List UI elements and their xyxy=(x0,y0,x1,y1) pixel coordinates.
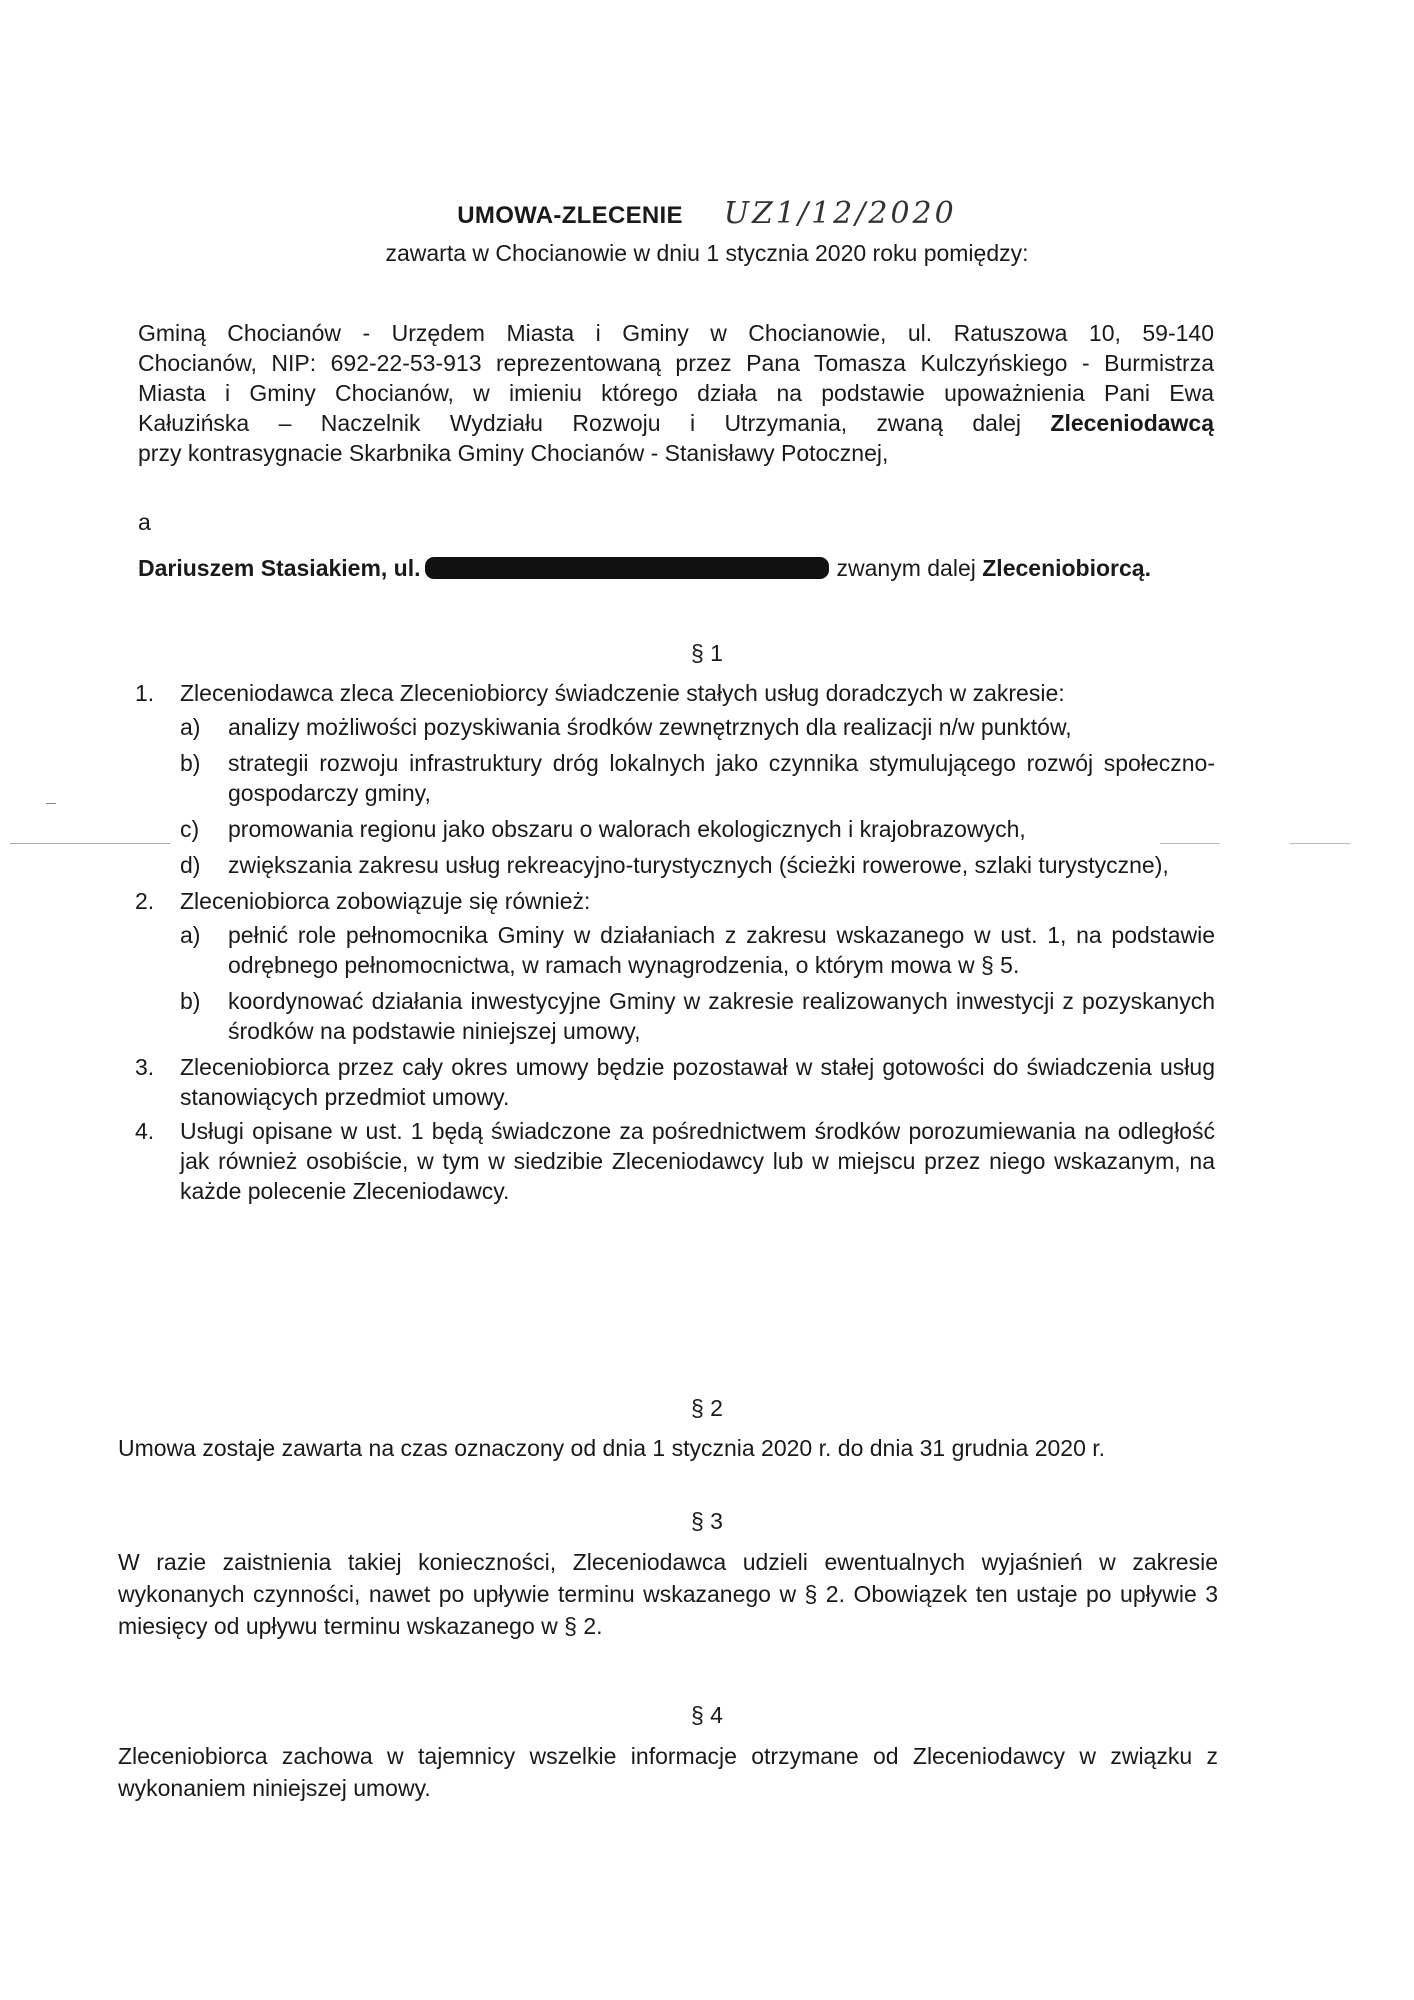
section-2-text: Umowa zostaje zawarta na czas oznaczony od dnia 1 stycznia 2020 r. do dnia 31 grudnia 2020 r. xyxy=(118,1435,1106,1461)
party1-line: Miasta i Gminy Chocianów, w imieniu którego działa na podstawie upoważnienia Pani Ewa xyxy=(138,380,1214,406)
sub-item xyxy=(180,920,1215,980)
item-number: 4. xyxy=(135,1118,155,1144)
sub-item xyxy=(180,986,1215,1046)
sub-item-text: analizy możliwości pozyskiwania środków zewnętrznych dla realizacji n/w punktów, xyxy=(228,714,1072,740)
sub-item xyxy=(180,748,1215,808)
section-2-heading: § 2 xyxy=(691,1395,723,1421)
section-3-text: W razie zaistnienia takiej konieczności, Zleceniodawca udzieli ewentualnych wyjaśnień w zakresie wykonanych czynności, nawet po upływie terminu wskazanego w § 2. Obowiązek ten ustaje po upływie 3 miesięcy od upływu terminu wskazanego w § 2. xyxy=(118,1549,1218,1639)
sub-item-text: zwiększania zakresu usług rekreacyjno-turystycznych (ścieżki rowerowe, szlaki turystyczne), xyxy=(228,852,1169,878)
sub-item-letter: a) xyxy=(180,714,201,740)
sub-item xyxy=(180,850,1215,880)
party2-paragraph xyxy=(138,553,1228,583)
sub-item-text: koordynować działania inwestycyjne Gminy w zakresie realizowanych inwestycji z pozyskanych środków na podstawie niniejszej umowy, xyxy=(228,988,1215,1044)
list-item xyxy=(135,886,1215,1046)
section-3-heading: § 3 xyxy=(691,1508,723,1534)
item-number: 2. xyxy=(135,888,155,914)
party1-line: Gminą Chocianów - Urzędem Miasta i Gminy w Chocianowie, ul. Ratuszowa 10, 59-140 xyxy=(138,320,1214,346)
sub-item-letter: c) xyxy=(180,816,200,842)
list-item xyxy=(135,678,1215,880)
scan-mark xyxy=(1160,843,1220,844)
sub-item-text: promowania regionu jako obszaru o walorach ekologicznych i krajobrazowych, xyxy=(228,816,1026,842)
sub-item xyxy=(180,712,1215,742)
item-text: Zleceniobiorca przez cały okres umowy będzie pozostawał w stałej gotowości do świadczenia usług stanowiących przedmiot umowy. xyxy=(180,1054,1215,1110)
sub-item-letter: b) xyxy=(180,750,201,776)
scan-mark xyxy=(1290,843,1350,844)
sub-item-text: pełnić role pełnomocnika Gminy w działaniach z zakresu wskazanego w ust. 1, na podstawie odrębnego pełnomocnictwa, w ramach wynagrodzenia, o którym mowa w § 5. xyxy=(228,922,1215,978)
title-row xyxy=(0,196,1414,231)
redaction-bar xyxy=(425,557,829,579)
sub-item-letter: a) xyxy=(180,922,201,948)
item-number: 3. xyxy=(135,1054,155,1080)
sub-item-letter: d) xyxy=(180,852,201,878)
party1-paragraph xyxy=(138,318,1214,468)
party2-role: Zleceniobiorcą. xyxy=(982,555,1151,581)
sub-item-letter: b) xyxy=(180,988,201,1014)
item-number: 1. xyxy=(135,680,155,706)
party1-line: Chocianów, NIP: 692-22-53-913 reprezentowaną przez Pana Tomasza Kulczyńskiego - Burmistrza xyxy=(138,350,1214,376)
conjunction: a xyxy=(138,509,151,535)
party2-text: zwanym dalej xyxy=(836,555,976,581)
item-text: Usługi opisane w ust. 1 będą świadczone za pośrednictwem środków porozumiewania na odległość jak również osobiście, w tym w siedzibie Zleceniodawcy lub w miejscu przez niego wskazanym, na każde polecenie Zleceniodawcy. xyxy=(180,1118,1215,1204)
party1-line: przy kontrasygnacie Skarbnika Gminy Chocianów - Stanisławy Potocznej, xyxy=(138,440,889,466)
document-title: UMOWA-ZLECENIE xyxy=(457,202,683,229)
scan-mark xyxy=(10,843,170,844)
section-4-heading: § 4 xyxy=(691,1702,723,1728)
section-1-heading: § 1 xyxy=(691,640,723,666)
scan-mark xyxy=(46,803,56,804)
item-text: Zleceniodawca zleca Zleceniobiorcy świadczenie stałych usług doradczych w zakresie: xyxy=(180,680,1065,706)
party1-line xyxy=(138,408,1214,438)
section-4-text: Zleceniobiorca zachowa w tajemnicy wszelkie informacje otrzymane od Zleceniodawcy w związku z wykonaniem niniejszej umowy. xyxy=(118,1743,1218,1801)
party1-role: Zleceniodawcą xyxy=(1050,410,1215,436)
section-1-list xyxy=(135,678,1215,1210)
handwritten-contract-number: UZ1/12/2020 xyxy=(723,196,957,231)
party1-line4-text: Kałuzińska – Naczelnik Wydziału Rozwoju i Utrzymania, zwaną dalej xyxy=(138,410,1021,436)
sub-item-text: strategii rozwoju infrastruktury dróg lokalnych jako czynnika stymulującego rozwój społeczno-gospodarczy gminy, xyxy=(228,750,1215,806)
party2-name: Dariuszem Stasiakiem, ul. xyxy=(138,555,421,581)
sub-item xyxy=(180,814,1215,844)
list-item xyxy=(135,1052,1215,1112)
item-text: Zleceniobiorca zobowiązuje się również: xyxy=(180,888,591,914)
document-subtitle: zawarta w Chocianowie w dniu 1 stycznia 2020 roku pomiędzy: xyxy=(385,240,1029,266)
list-item xyxy=(135,1116,1215,1206)
